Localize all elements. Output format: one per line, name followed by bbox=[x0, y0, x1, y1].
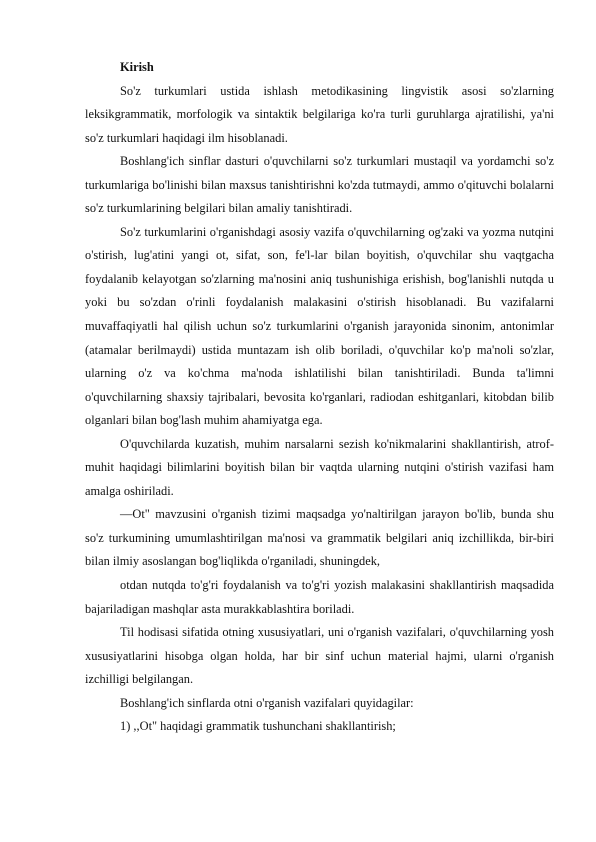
paragraph: 1) ,,Ot" haqidagi grammatik tushunchani shakllantirish; bbox=[120, 719, 396, 734]
paragraph: O'quvchilarda kuzatish, muhim narsalarni sezish ko'nikmalarini shakllantirish, atrof-muhit haqidagi bilimlarini boyitish bilan bir vaqtda ularning nutqini o'stirish vazifasi ham amalga oshiriladi. bbox=[85, 436, 554, 498]
paragraph: ―Ot" mavzusini o'rganish tizimi maqsadga yo'naltirilgan jarayon bo'lib, bunda shu so'z turkumining umumlashtirilgan ma'nosi va grammatik belgilari aniq izchillikda, bir-biri bilan ilmiy asoslangan bog'liqlikda o'rganiladi, shuningdek, bbox=[85, 507, 554, 569]
section-heading: Kirish bbox=[120, 60, 154, 74]
paragraph: otdan nutqda to'g'ri foydalanish va to'g'ri yozish malakasini shakllantirish maqsadida bajariladigan mashqlar asta murakkablashtira boriladi. bbox=[85, 578, 554, 616]
document-page bbox=[85, 56, 554, 739]
paragraph: Til hodisasi sifatida otning xususiyatlari, uni o'rganish vazifalari, o'quvchilarning yosh xususiyatlarini hisobga olgan holda, har bir sinf uchun material hajmi, ularni o'rganish izchilligi belgilangan. bbox=[85, 625, 554, 687]
paragraph: Boshlang'ich sinflarda otni o'rganish vazifalari quyidagilar: bbox=[120, 695, 414, 710]
paragraph: Boshlang'ich sinflar dasturi o'quvchilarni so'z turkumlari mustaqil va yordamchi so'z turkumlariga bo'linishi bilan maxsus tanishtirishni ko'zda tutmaydi, ammo o'qituvchi bolalarni so'z turkumlarining belgilari bilan amaliy tanishtiradi. bbox=[85, 154, 554, 216]
paragraph: So'z turkumlari ustida ishlash metodikasining lingvistik asosi so'zlarning leksikgrammatik, morfologik va sintaktik belgilariga ko'ra turli guruhlarga ajratilishi, ya'ni so'z turkumlari haqidagi ilm hisoblanadi. bbox=[85, 83, 554, 145]
paragraph: So'z turkumlarini o'rganishdagi asosiy vazifa o'quvchilarning og'zaki va yozma nutqini o'stirish, lug'atini yangi ot, sifat, son, fe'l-lar bilan boyitish, o'quvchilar shu vaqtgacha foydalanib kelayotgan so'zlarning ma'nosini aniq tushunishiga erishish, bog'lanishli nutqda u yoki bu so'zdan o'rinli foydalanish malakasini o'stirish hisoblanadi. Bu vazifalarni muvaffaqiyatli hal qilish uchun so'z turkumlarini o'rganish jarayonida sinonim, antonimlar (atamalar berilmaydi) ustida muntazam ish olib boriladi, o'quvchilar ko'p ma'noli so'zlar, ularning o'z va ko'chma ma'noda ishlatilishi bilan tanishtiriladi. Bunda ta'limni o'quvchilarning shaxsiy tajribalari, bevosita ko'rganlari, radiodan eshitganlari, kitobdan bilib olganlari bilan bog'lash muhim ahamiyatga ega. bbox=[85, 224, 554, 428]
